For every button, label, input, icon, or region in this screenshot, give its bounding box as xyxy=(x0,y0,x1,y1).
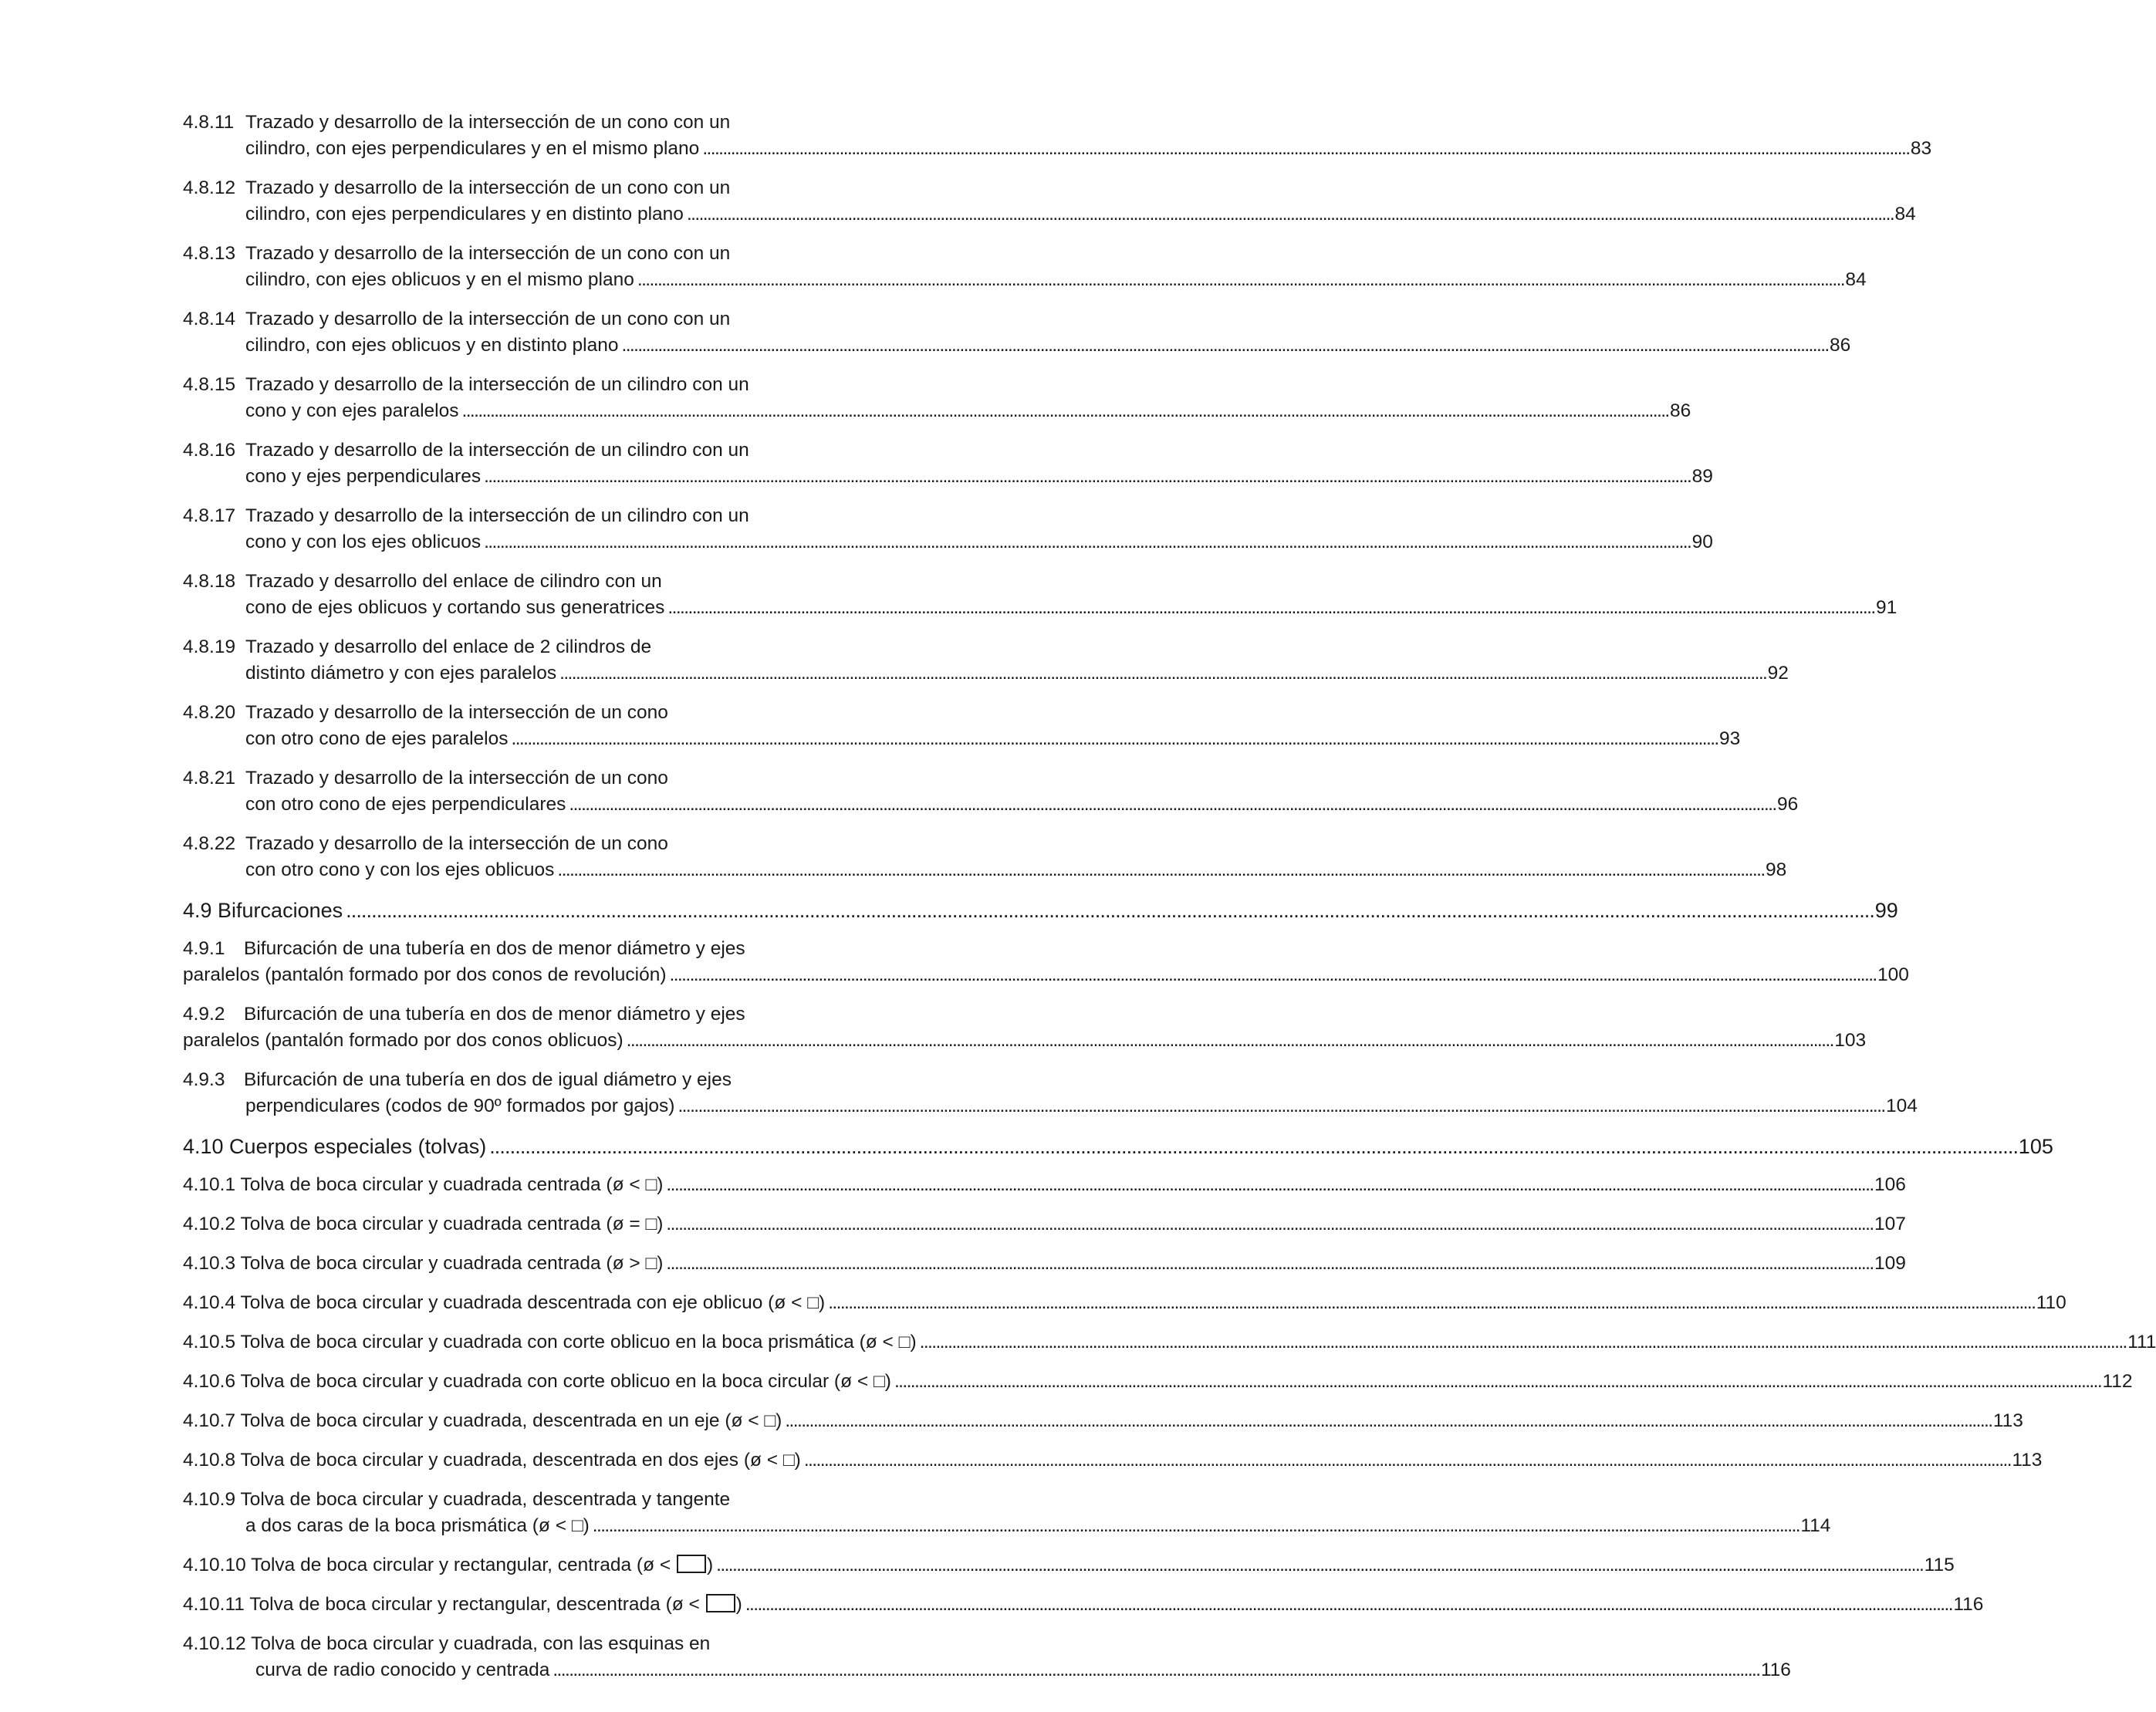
entry-number: 4.8.13 xyxy=(183,243,236,264)
toc-entry-4-8-17 xyxy=(183,503,1713,555)
entry-title-line2: con otro cono y con los ejes oblicuos xyxy=(245,859,555,880)
dot-leader xyxy=(667,595,1873,621)
entry-title-line1: Bifurcación de una tubería en dos de igual diámetro y ejes xyxy=(244,1069,732,1090)
dot-leader xyxy=(489,1133,2016,1160)
entry-title-line2: distinto diámetro y con ejes paralelos xyxy=(245,663,557,684)
entry-title-line1: Trazado y desarrollo de la intersección de un cono con un xyxy=(245,177,731,198)
dot-leader xyxy=(512,726,1717,752)
page-number: 104 xyxy=(1885,1096,1918,1116)
entry-title xyxy=(183,1552,713,1579)
entry-title-line1: Trazado y desarrollo de la intersección de un cono xyxy=(245,702,668,723)
entry-title-line2: cono y con los ejes oblicuos xyxy=(245,532,482,552)
entry-title: 4.10.3 Tolva de boca circular y cuadrada centrada (ø > □) xyxy=(183,1253,664,1274)
page-number: 93 xyxy=(1719,728,1741,749)
rectangle-symbol-icon xyxy=(677,1555,706,1573)
entry-title-line2: cilindro, con ejes oblicuos y en distinto plano xyxy=(245,335,619,356)
entry-title-line2: cilindro, con ejes oblicuos y en el mismo plano xyxy=(245,269,634,290)
dot-leader xyxy=(785,1408,1990,1434)
dot-leader xyxy=(627,1028,1832,1054)
section-title: 4.10 Cuerpos especiales (tolvas) xyxy=(183,1135,487,1158)
page-number: 100 xyxy=(1877,964,1909,985)
dot-leader xyxy=(484,529,1689,555)
page-number: 112 xyxy=(2102,1371,2133,1392)
dot-leader xyxy=(461,398,1667,424)
dot-leader xyxy=(346,897,1872,924)
entry-number: 4.8.21 xyxy=(183,768,236,788)
dot-leader xyxy=(666,1251,1871,1277)
toc-entry-4-9-2 xyxy=(183,1001,1867,1054)
toc-entry-4-10-1 xyxy=(183,1172,1906,1198)
page-number: 107 xyxy=(1874,1214,1906,1234)
toc-entry-4-10-9 xyxy=(183,1487,1831,1539)
dot-leader xyxy=(716,1552,1921,1579)
entry-title-line1: Trazado y desarrollo de la intersección de un cono con un xyxy=(245,243,731,264)
entry-title: 4.10.4 Tolva de boca circular y cuadrada descentrada con eje oblicuo (ø < □) xyxy=(183,1292,826,1313)
entry-title: 4.10.8 Tolva de boca circular y cuadrada, descentrada en dos ejes (ø < □) xyxy=(183,1450,801,1471)
entry-title-line2: a dos caras de la boca prismática (ø < □) xyxy=(245,1515,590,1536)
entry-title-line1: Trazado y desarrollo de la intersección de un cono con un xyxy=(245,309,731,329)
entry-title-line1: Trazado y desarrollo del enlace de 2 cilindros de xyxy=(245,637,652,657)
entry-title-line1: 4.10.9 Tolva de boca circular y cuadrada, descentrada y tangente xyxy=(183,1489,731,1510)
entry-title-line1: Trazado y desarrollo de la intersección de un cono con un xyxy=(245,112,731,133)
entry-title: 4.10.7 Tolva de boca circular y cuadrada, descentrada en un eje (ø < □) xyxy=(183,1410,782,1431)
toc-entry-4-8-22 xyxy=(183,831,1787,883)
page-number: 86 xyxy=(1670,400,1691,421)
toc-entry-4-10-4 xyxy=(183,1290,2066,1316)
entry-title: 4.10.5 Tolva de boca circular y cuadrada con corte oblicuo en la boca prismática (ø < □) xyxy=(183,1332,917,1352)
entry-title: 4.10.1 Tolva de boca circular y cuadrada centrada (ø < □) xyxy=(183,1174,664,1195)
toc-entry-4-8-11 xyxy=(183,110,1932,162)
page-number: 115 xyxy=(1924,1555,1955,1575)
entry-title-line2: con otro cono de ejes perpendiculares xyxy=(245,794,566,815)
toc-entry-4-10-7 xyxy=(183,1408,2023,1434)
dot-leader xyxy=(920,1329,2125,1356)
page-number: 109 xyxy=(1874,1253,1906,1274)
page-number: 98 xyxy=(1765,859,1787,880)
entry-title-after: ) xyxy=(706,1555,714,1575)
toc-entry-4-10-8 xyxy=(183,1447,2043,1474)
page-number: 113 xyxy=(2012,1450,2043,1471)
page-number: 92 xyxy=(1767,663,1789,684)
toc-entry-4-10-6 xyxy=(183,1369,2133,1395)
entry-title-line1: Trazado y desarrollo de la intersección de un cilindro con un xyxy=(245,440,749,461)
page-number: 103 xyxy=(1834,1030,1867,1051)
page-number: 90 xyxy=(1691,532,1713,552)
entry-title-before: 4.10.11 Tolva de boca circular y rectangular, descentrada (ø < xyxy=(183,1594,700,1615)
entry-title-line2: cilindro, con ejes perpendiculares y en distinto plano xyxy=(245,204,684,225)
dot-leader xyxy=(553,1657,1758,1683)
dot-leader xyxy=(804,1447,2009,1474)
dot-leader xyxy=(557,857,1762,883)
toc-section-4-9 xyxy=(183,897,1898,924)
entry-number: 4.8.18 xyxy=(183,571,236,592)
entry-title: 4.10.2 Tolva de boca circular y cuadrada centrada (ø = □) xyxy=(183,1214,664,1234)
entry-number: 4.8.17 xyxy=(183,505,236,526)
page-number: 116 xyxy=(1760,1660,1791,1680)
toc-entry-4-8-12 xyxy=(183,175,1916,228)
toc-entry-4-8-16 xyxy=(183,437,1713,490)
page-number: 114 xyxy=(1800,1515,1831,1536)
dot-leader xyxy=(828,1290,2033,1316)
dot-leader xyxy=(687,201,1892,228)
entry-number: 4.9.3 xyxy=(183,1069,225,1090)
dot-leader xyxy=(621,333,1827,359)
dot-leader xyxy=(484,464,1689,490)
entry-title-line1: Trazado y desarrollo de la intersección de un cilindro con un xyxy=(245,374,749,395)
entry-title-after: ) xyxy=(735,1594,742,1615)
page-number: 116 xyxy=(1953,1594,1984,1615)
rectangle-symbol-icon xyxy=(706,1594,735,1612)
page-number: 89 xyxy=(1691,466,1713,487)
page-number: 99 xyxy=(1874,899,1898,922)
entry-title-line2: cono y ejes perpendiculares xyxy=(245,466,482,487)
entry-title-line2: cono de ejes oblicuos y cortando sus generatrices xyxy=(245,597,665,618)
entry-title-line2: paralelos (pantalón formado por dos conos oblicuos) xyxy=(183,1030,623,1051)
entry-title: 4.10.6 Tolva de boca circular y cuadrada con corte oblicuo en la boca circular (ø < □) xyxy=(183,1371,891,1392)
toc-entry-4-10-12 xyxy=(183,1631,1791,1683)
toc-entry-4-8-14 xyxy=(183,306,1851,359)
entry-title-line2: cono y con ejes paralelos xyxy=(245,400,459,421)
entry-title-line2: cilindro, con ejes perpendiculares y en el mismo plano xyxy=(245,138,700,159)
toc-entry-4-10-5 xyxy=(183,1329,2156,1356)
toc-entry-4-10-2 xyxy=(183,1211,1906,1238)
entry-number: 4.8.14 xyxy=(183,309,236,329)
entry-title-line1: 4.10.12 Tolva de boca circular y cuadrada, con las esquinas en xyxy=(183,1633,711,1654)
entry-title xyxy=(183,1592,742,1618)
page-number: 83 xyxy=(1910,138,1932,159)
toc-entry-4-8-18 xyxy=(183,569,1897,621)
entry-title-line2: perpendiculares (codos de 90º formados por gajos) xyxy=(245,1096,675,1116)
dot-leader xyxy=(670,962,1875,988)
page-number: 86 xyxy=(1830,335,1851,356)
toc-entry-4-8-20 xyxy=(183,700,1741,752)
page-number: 106 xyxy=(1874,1174,1906,1195)
section-title: 4.9 Bifurcaciones xyxy=(183,899,343,922)
entry-number: 4.8.11 xyxy=(183,112,235,133)
dot-leader xyxy=(702,136,1908,162)
page-number: 113 xyxy=(1992,1410,2023,1431)
page-number: 110 xyxy=(2036,1292,2066,1313)
entry-number: 4.8.15 xyxy=(183,374,236,395)
dot-leader xyxy=(666,1172,1871,1198)
toc-entry-4-8-19 xyxy=(183,634,1789,687)
entry-number: 4.8.22 xyxy=(183,833,236,854)
toc-entry-4-9-1 xyxy=(183,936,1909,988)
entry-title-line1: Bifurcación de una tubería en dos de menor diámetro y ejes xyxy=(244,938,745,959)
page-number: 105 xyxy=(2018,1135,2053,1158)
entry-number: 4.8.12 xyxy=(183,177,236,198)
entry-number: 4.8.16 xyxy=(183,440,236,461)
entry-title-line1: Trazado y desarrollo de la intersección de un cilindro con un xyxy=(245,505,749,526)
entry-title-line1: Trazado y desarrollo de la intersección de un cono xyxy=(245,768,668,788)
entry-number: 4.8.20 xyxy=(183,702,236,723)
dot-leader xyxy=(678,1093,1883,1119)
entry-title-line1: Trazado y desarrollo de la intersección de un cono xyxy=(245,833,668,854)
dot-leader xyxy=(593,1513,1798,1539)
dot-leader xyxy=(745,1592,1951,1618)
page-number: 84 xyxy=(1894,204,1916,225)
dot-leader xyxy=(559,660,1765,687)
toc-entry-4-9-3 xyxy=(183,1067,1918,1119)
entry-title-line1: Bifurcación de una tubería en dos de menor diámetro y ejes xyxy=(244,1004,745,1025)
entry-title-line2: paralelos (pantalón formado por dos conos de revolución) xyxy=(183,964,667,985)
entry-number: 4.9.1 xyxy=(183,938,225,959)
toc-entry-4-10-10 xyxy=(183,1552,1955,1579)
table-of-contents xyxy=(183,110,2156,1697)
dot-leader xyxy=(637,267,1843,293)
entry-number: 4.8.19 xyxy=(183,637,236,657)
dot-leader xyxy=(894,1369,2100,1395)
entry-title-line2: con otro cono de ejes paralelos xyxy=(245,728,509,749)
toc-entry-4-10-3 xyxy=(183,1251,1906,1277)
dot-leader xyxy=(569,792,1774,818)
toc-section-4-10 xyxy=(183,1133,2053,1160)
toc-entry-4-8-13 xyxy=(183,241,1867,293)
page-number: 91 xyxy=(1875,597,1897,618)
dot-leader xyxy=(666,1211,1871,1238)
toc-entry-4-10-11 xyxy=(183,1592,1984,1618)
page-number: 96 xyxy=(1776,794,1799,815)
entry-number: 4.9.2 xyxy=(183,1004,225,1025)
entry-title-line2: curva de radio conocido y centrada xyxy=(255,1660,550,1680)
page-number: 111 xyxy=(2127,1332,2156,1352)
toc-entry-4-8-15 xyxy=(183,372,1691,424)
entry-title-line1: Trazado y desarrollo del enlace de cilindro con un xyxy=(245,571,662,592)
toc-entry-4-8-21 xyxy=(183,765,1799,818)
entry-title-before: 4.10.10 Tolva de boca circular y rectangular, centrada (ø < xyxy=(183,1555,671,1575)
page-number: 84 xyxy=(1845,269,1867,290)
